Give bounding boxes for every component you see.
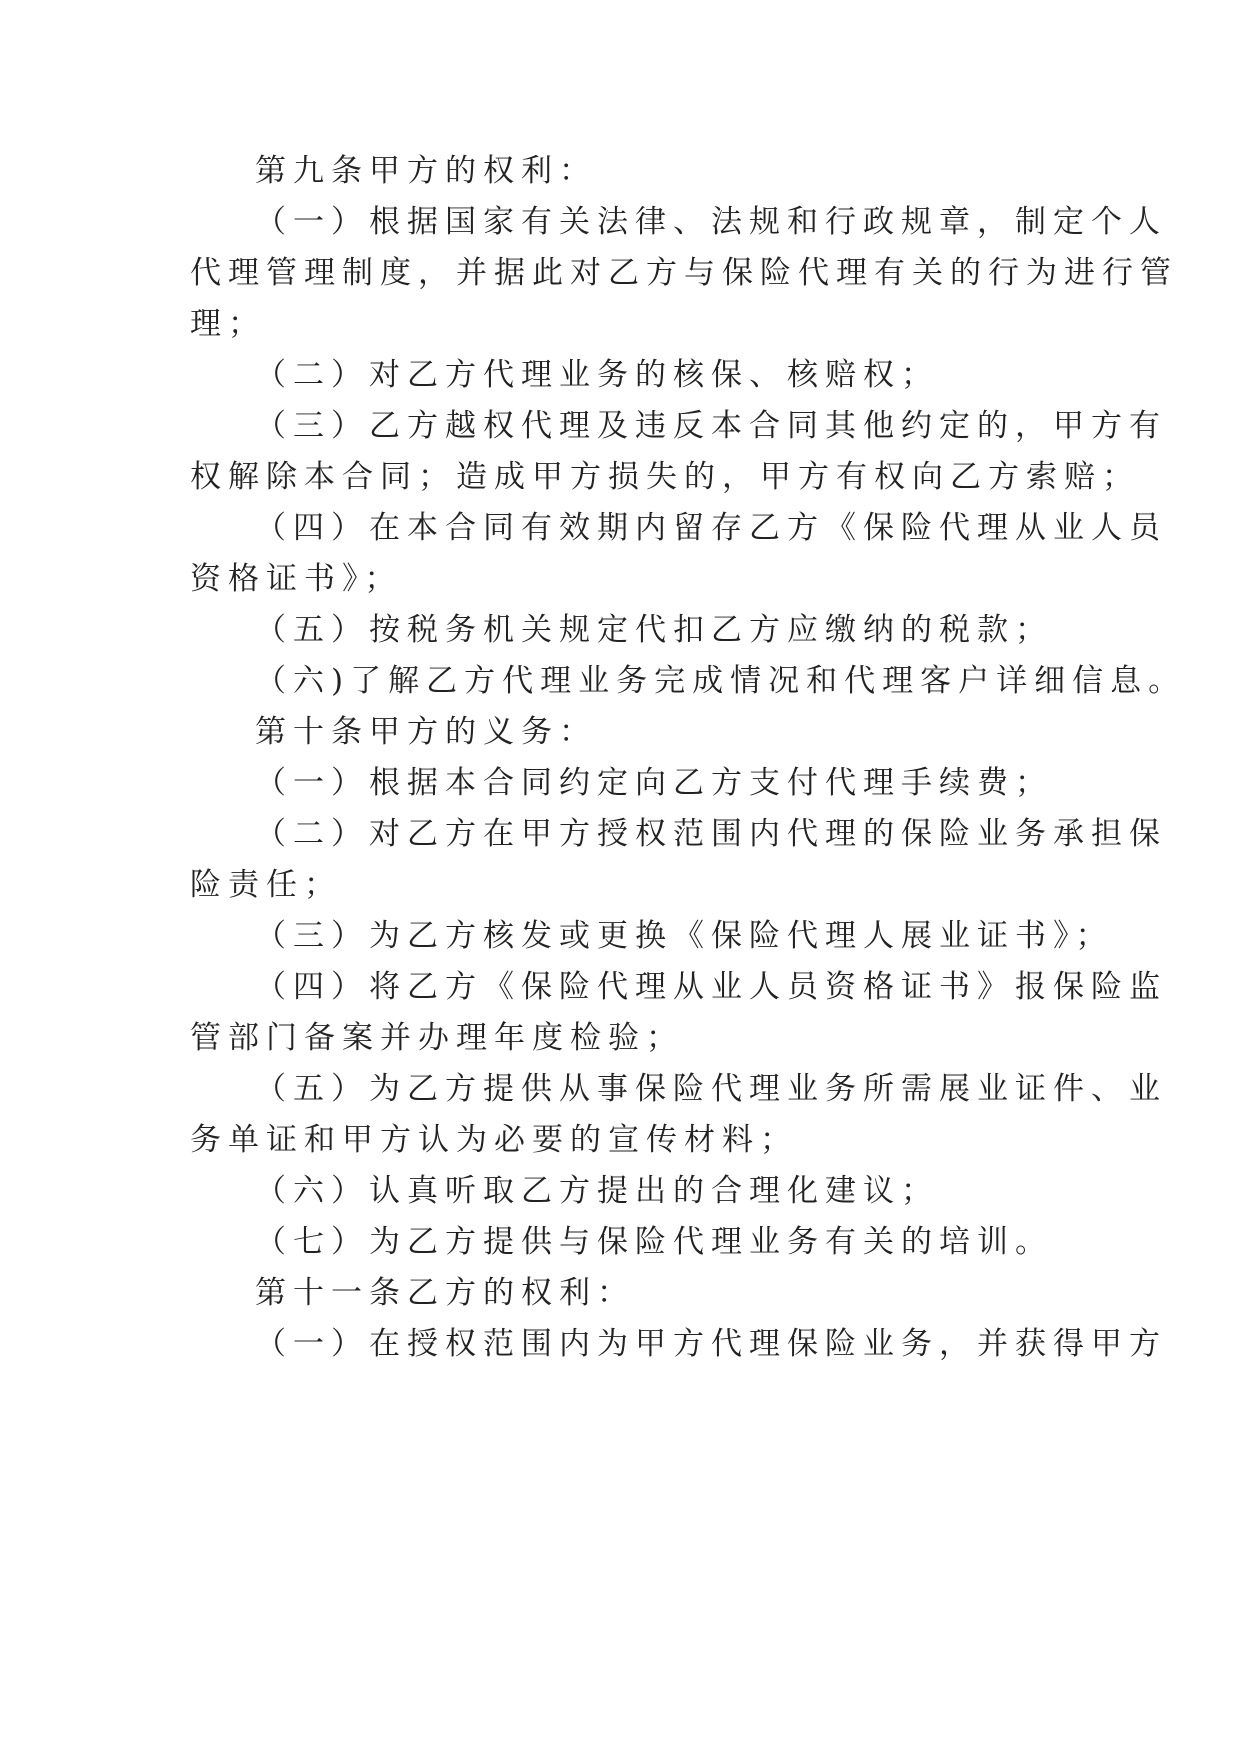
- article-10-item-4-cont: 管部门备案并办理年度检验；: [190, 1020, 684, 1056]
- article-9-item-6: （六)了解乙方代理业务完成情况和代理客户详细信息。: [255, 663, 1187, 699]
- article-9-item-5: （五）按税务机关规定代扣乙方应缴纳的税款；: [255, 612, 1053, 648]
- article-9-item-3: （三）乙方越权代理及违反本合同其他约定的，甲方有: [255, 408, 1167, 444]
- article-10-item-7: （七）为乙方提供与保险代理业务有关的培训。: [255, 1224, 1053, 1260]
- article-10-item-5-cont: 务单证和甲方认为必要的宣传材料；: [190, 1122, 798, 1158]
- article-11-item-1: （一）在授权范围内为甲方代理保险业务，并获得甲方: [255, 1326, 1167, 1362]
- article-10-item-1: （一）根据本合同约定向乙方支付代理手续费；: [255, 765, 1053, 801]
- article-9-item-1-cont: 代理管理制度，并据此对乙方与保险代理有关的行为进行管: [190, 255, 1178, 291]
- article-9-item-2: （二）对乙方代理业务的核保、核赔权；: [255, 357, 939, 393]
- article-10-heading: 第十条甲方的义务：: [255, 714, 597, 750]
- article-9-item-3-cont: 权解除本合同；造成甲方损失的，甲方有权向乙方索赔；: [190, 459, 1140, 495]
- article-10-item-2: （二）对乙方在甲方授权范围内代理的保险业务承担保: [255, 816, 1167, 852]
- article-9-item-4: （四）在本合同有效期内留存乙方《保险代理从业人员: [255, 510, 1167, 546]
- article-10-item-5: （五）为乙方提供从事保险代理业务所需展业证件、业: [255, 1071, 1167, 1107]
- article-9-item-1: （一）根据国家有关法律、法规和行政规章，制定个人: [255, 204, 1167, 240]
- article-9-item-1-cont: 理；: [190, 306, 266, 342]
- article-10-item-6: （六）认真听取乙方提出的合理化建议；: [255, 1173, 939, 1209]
- article-9-heading: 第九条甲方的权利：: [255, 153, 597, 189]
- article-10-item-2-cont: 险责任；: [190, 867, 342, 903]
- article-10-item-4: （四）将乙方《保险代理从业人员资格证书》报保险监: [255, 969, 1167, 1005]
- article-9-item-4-cont: 资格证书》；: [190, 561, 403, 597]
- article-10-item-3: （三）为乙方核发或更换《保险代理人展业证书》；: [255, 918, 1114, 954]
- article-11-heading: 第十一条乙方的权利：: [255, 1275, 635, 1311]
